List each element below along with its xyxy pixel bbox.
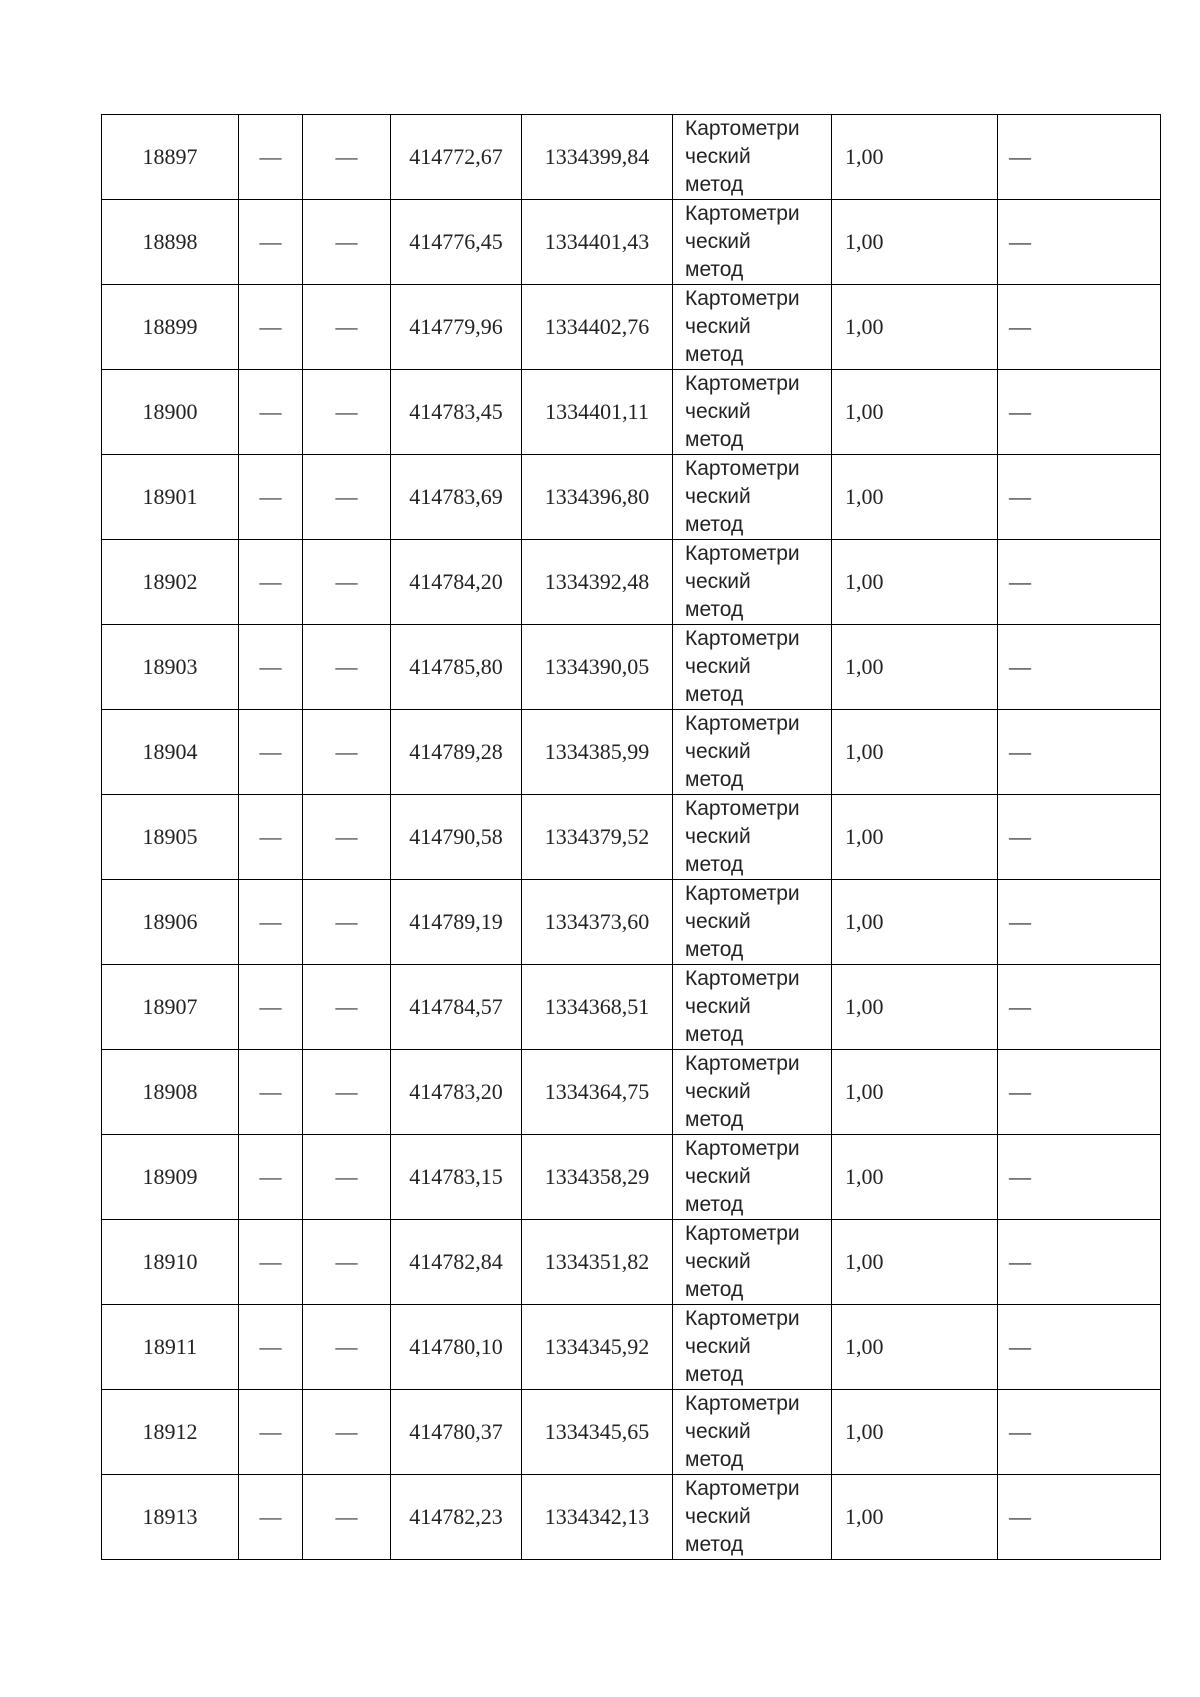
method-line: ческий [685,825,751,848]
method-line: ческий [685,1080,751,1103]
point-number-cell: 18897 [102,115,239,200]
empty-dash-cell: — [303,115,391,200]
method-line: Картометри [685,627,800,650]
table-row [102,285,1161,370]
empty-dash-cell: — [998,1305,1161,1390]
point-number-cell: 18912 [102,1390,239,1475]
empty-dash-cell: — [998,540,1161,625]
method-line: ческий [685,995,751,1018]
y-coordinate-cell: 1334392,48 [522,540,673,625]
y-coordinate-cell: 1334396,80 [522,455,673,540]
x-coordinate-cell: 414785,80 [391,625,522,710]
coordinates-table [101,114,1161,1560]
table-row [102,1050,1161,1135]
x-coordinate-cell: 414784,20 [391,540,522,625]
method-line: ческий [685,400,751,423]
method-line: метод [685,683,744,706]
accuracy-cell: 1,00 [832,965,998,1050]
method-cell [673,370,832,455]
method-line: Картометри [685,797,800,820]
y-coordinate-cell: 1334373,60 [522,880,673,965]
x-coordinate-cell: 414790,58 [391,795,522,880]
empty-dash-cell: — [239,540,303,625]
point-number-cell: 18900 [102,370,239,455]
accuracy-cell: 1,00 [832,625,998,710]
method-cell [673,1390,832,1475]
y-coordinate-cell: 1334401,43 [522,200,673,285]
method-line: метод [685,1023,744,1046]
accuracy-cell: 1,00 [832,1475,998,1560]
method-line: Картометри [685,542,800,565]
method-line: метод [685,1363,744,1386]
table-row [102,965,1161,1050]
empty-dash-cell: — [998,710,1161,795]
accuracy-cell: 1,00 [832,1390,998,1475]
empty-dash-cell: — [239,710,303,795]
empty-dash-cell: — [998,1220,1161,1305]
method-line: ческий [685,655,751,678]
table-row [102,1135,1161,1220]
accuracy-cell: 1,00 [832,285,998,370]
empty-dash-cell: — [239,625,303,710]
accuracy-cell: 1,00 [832,115,998,200]
y-coordinate-cell: 1334345,92 [522,1305,673,1390]
point-number-cell: 18909 [102,1135,239,1220]
empty-dash-cell: — [998,200,1161,285]
y-coordinate-cell: 1334402,76 [522,285,673,370]
x-coordinate-cell: 414780,10 [391,1305,522,1390]
empty-dash-cell: — [998,285,1161,370]
method-line: ческий [685,1335,751,1358]
method-cell [673,1135,832,1220]
point-number-cell: 18898 [102,200,239,285]
y-coordinate-cell: 1334351,82 [522,1220,673,1305]
empty-dash-cell: — [239,115,303,200]
empty-dash-cell: — [998,370,1161,455]
y-coordinate-cell: 1334368,51 [522,965,673,1050]
table-row [102,1305,1161,1390]
accuracy-cell: 1,00 [832,455,998,540]
method-line: метод [685,258,744,281]
method-line: ческий [685,740,751,763]
y-coordinate-cell: 1334342,13 [522,1475,673,1560]
empty-dash-cell: — [303,455,391,540]
empty-dash-cell: — [303,285,391,370]
method-cell [673,795,832,880]
point-number-cell: 18902 [102,540,239,625]
method-line: Картометри [685,372,800,395]
method-line: ческий [685,315,751,338]
empty-dash-cell: — [303,710,391,795]
empty-dash-cell: — [303,1390,391,1475]
method-cell [673,880,832,965]
accuracy-cell: 1,00 [832,1050,998,1135]
y-coordinate-cell: 1334358,29 [522,1135,673,1220]
x-coordinate-cell: 414772,67 [391,115,522,200]
method-line: метод [685,768,744,791]
empty-dash-cell: — [239,795,303,880]
empty-dash-cell: — [239,1305,303,1390]
y-coordinate-cell: 1334399,84 [522,115,673,200]
method-line: Картометри [685,712,800,735]
accuracy-cell: 1,00 [832,1305,998,1390]
method-line: Картометри [685,117,800,140]
table-row [102,1390,1161,1475]
empty-dash-cell: — [303,880,391,965]
x-coordinate-cell: 414783,20 [391,1050,522,1135]
method-line: Картометри [685,967,800,990]
table-row [102,455,1161,540]
y-coordinate-cell: 1334379,52 [522,795,673,880]
x-coordinate-cell: 414780,37 [391,1390,522,1475]
x-coordinate-cell: 414789,19 [391,880,522,965]
method-cell [673,115,832,200]
empty-dash-cell: — [303,1050,391,1135]
method-cell [673,625,832,710]
method-line: ческий [685,570,751,593]
y-coordinate-cell: 1334385,99 [522,710,673,795]
point-number-cell: 18908 [102,1050,239,1135]
accuracy-cell: 1,00 [832,710,998,795]
method-line: ческий [685,145,751,168]
empty-dash-cell: — [998,455,1161,540]
empty-dash-cell: — [239,1390,303,1475]
table-row [102,625,1161,710]
empty-dash-cell: — [239,455,303,540]
accuracy-cell: 1,00 [832,200,998,285]
empty-dash-cell: — [998,1475,1161,1560]
empty-dash-cell: — [303,1220,391,1305]
method-line: метод [685,173,744,196]
x-coordinate-cell: 414779,96 [391,285,522,370]
x-coordinate-cell: 414782,84 [391,1220,522,1305]
table-row [102,880,1161,965]
method-line: метод [685,1533,744,1556]
method-cell [673,965,832,1050]
point-number-cell: 18911 [102,1305,239,1390]
empty-dash-cell: — [998,1390,1161,1475]
empty-dash-cell: — [998,1135,1161,1220]
x-coordinate-cell: 414776,45 [391,200,522,285]
x-coordinate-cell: 414789,28 [391,710,522,795]
empty-dash-cell: — [303,1305,391,1390]
method-cell [673,200,832,285]
empty-dash-cell: — [998,115,1161,200]
method-line: Картометри [685,1477,800,1500]
table-row [102,200,1161,285]
method-cell [673,455,832,540]
y-coordinate-cell: 1334345,65 [522,1390,673,1475]
point-number-cell: 18901 [102,455,239,540]
empty-dash-cell: — [303,795,391,880]
x-coordinate-cell: 414784,57 [391,965,522,1050]
y-coordinate-cell: 1334364,75 [522,1050,673,1135]
method-cell [673,1220,832,1305]
empty-dash-cell: — [239,370,303,455]
empty-dash-cell: — [239,1475,303,1560]
empty-dash-cell: — [239,1135,303,1220]
x-coordinate-cell: 414783,15 [391,1135,522,1220]
empty-dash-cell: — [303,200,391,285]
x-coordinate-cell: 414782,23 [391,1475,522,1560]
accuracy-cell: 1,00 [832,370,998,455]
x-coordinate-cell: 414783,45 [391,370,522,455]
table-row [102,1475,1161,1560]
method-line: ческий [685,1165,751,1188]
point-number-cell: 18904 [102,710,239,795]
empty-dash-cell: — [998,880,1161,965]
method-line: Картометри [685,457,800,480]
accuracy-cell: 1,00 [832,540,998,625]
empty-dash-cell: — [998,625,1161,710]
method-line: Картометри [685,1307,800,1330]
empty-dash-cell: — [239,880,303,965]
method-line: ческий [685,230,751,253]
empty-dash-cell: — [239,285,303,370]
method-line: ческий [685,910,751,933]
method-line: ческий [685,485,751,508]
empty-dash-cell: — [239,1220,303,1305]
accuracy-cell: 1,00 [832,880,998,965]
table-row [102,370,1161,455]
empty-dash-cell: — [239,200,303,285]
table-row [102,540,1161,625]
method-cell [673,1050,832,1135]
method-cell [673,1305,832,1390]
method-line: Картометри [685,882,800,905]
point-number-cell: 18906 [102,880,239,965]
table-row [102,115,1161,200]
method-line: Картометри [685,202,800,225]
method-cell [673,1475,832,1560]
x-coordinate-cell: 414783,69 [391,455,522,540]
point-number-cell: 18899 [102,285,239,370]
empty-dash-cell: — [239,965,303,1050]
method-line: ческий [685,1250,751,1273]
y-coordinate-cell: 1334390,05 [522,625,673,710]
empty-dash-cell: — [303,540,391,625]
method-line: метод [685,598,744,621]
method-line: метод [685,853,744,876]
method-line: Картометри [685,1137,800,1160]
point-number-cell: 18910 [102,1220,239,1305]
method-cell [673,540,832,625]
method-line: ческий [685,1420,751,1443]
method-line: Картометри [685,1052,800,1075]
empty-dash-cell: — [998,965,1161,1050]
method-line: Картометри [685,287,800,310]
method-line: метод [685,1108,744,1131]
table-body [102,115,1161,1560]
table-row [102,710,1161,795]
accuracy-cell: 1,00 [832,1220,998,1305]
empty-dash-cell: — [998,795,1161,880]
method-line: Картометри [685,1222,800,1245]
method-line: метод [685,428,744,451]
empty-dash-cell: — [303,370,391,455]
method-line: метод [685,1193,744,1216]
method-cell [673,285,832,370]
accuracy-cell: 1,00 [832,1135,998,1220]
table-row [102,795,1161,880]
empty-dash-cell: — [303,625,391,710]
method-line: метод [685,513,744,536]
y-coordinate-cell: 1334401,11 [522,370,673,455]
point-number-cell: 18913 [102,1475,239,1560]
point-number-cell: 18907 [102,965,239,1050]
empty-dash-cell: — [303,965,391,1050]
empty-dash-cell: — [303,1475,391,1560]
method-line: метод [685,1448,744,1471]
empty-dash-cell: — [998,1050,1161,1135]
point-number-cell: 18903 [102,625,239,710]
accuracy-cell: 1,00 [832,795,998,880]
method-line: метод [685,938,744,961]
table-row [102,1220,1161,1305]
empty-dash-cell: — [303,1135,391,1220]
method-line: ческий [685,1505,751,1528]
method-cell [673,710,832,795]
method-line: Картометри [685,1392,800,1415]
method-line: метод [685,343,744,366]
point-number-cell: 18905 [102,795,239,880]
method-line: метод [685,1278,744,1301]
empty-dash-cell: — [239,1050,303,1135]
